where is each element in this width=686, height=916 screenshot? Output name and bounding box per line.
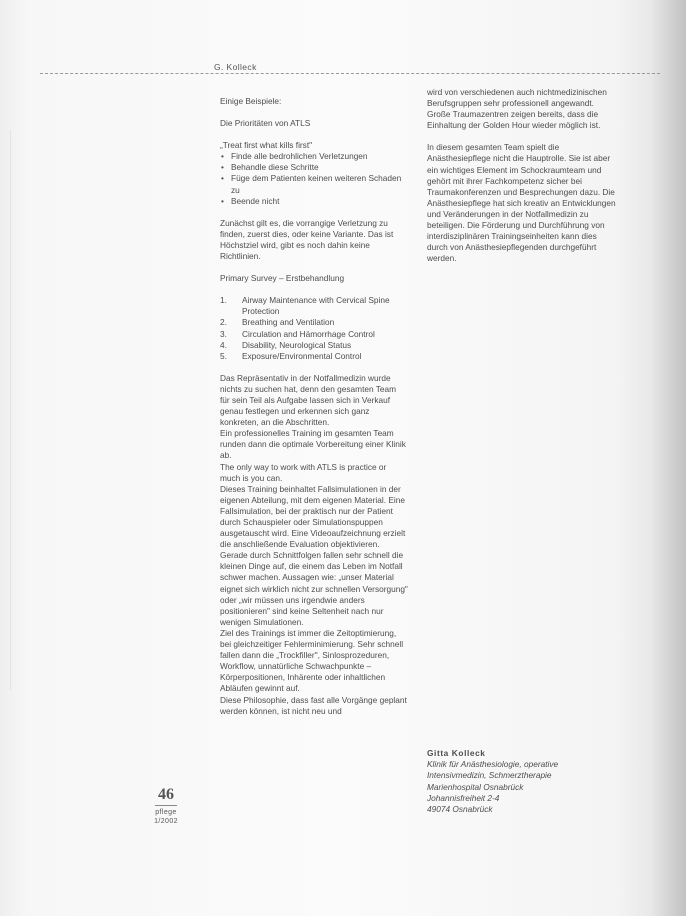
paragraph: Diese Philosophie, dass fast alle Vorgänge geplant werden können, ist nicht neu und — [220, 694, 407, 716]
header-rule — [40, 73, 660, 74]
journal-issue: 1/2002 — [154, 818, 178, 825]
scan-artifact — [10, 130, 11, 690]
journal-name: pflege — [155, 809, 177, 816]
author-affiliation-line: Intensivmedizin, Schmerztherapie — [427, 770, 552, 781]
paragraph: Zunächst gilt es, die vorrangige Verletzung zu finden, zuerst dies, oder keine Variante. Das ist Höchstziel wird, gibt es noch dahin keine Richtlinien. — [220, 217, 394, 262]
list-item: • Finde alle bedrohlichen Verletzungen — [220, 151, 408, 162]
running-head: G. Kolleck — [214, 62, 257, 72]
left-column — [220, 96, 408, 717]
paragraph: Ein professionelles Training im gesamten Team runden dann die optimale Vorbereitung einer Klinik ab. — [220, 428, 406, 461]
list-item: 5. Exposure/Environmental Control — [220, 350, 362, 361]
page-edge-shadow — [650, 0, 686, 916]
priorities-heading: Die Prioritäten von ATLS — [220, 118, 311, 129]
list-item: 1. Airway Maintenance with Cervical Spine Protection — [220, 295, 390, 317]
list-item: 3. Circulation and Hämorrhage Control — [220, 328, 375, 339]
author-name: Gitta Kolleck — [427, 748, 486, 758]
author-affiliation-line: Klinik für Anästhesiologie, operative — [427, 759, 559, 770]
list-item: 4. Disability, Neurological Status — [220, 339, 352, 350]
right-column — [427, 87, 617, 264]
page-number: 46 — [158, 786, 174, 803]
paragraph: The only way to work with ATLS is practice or much is you can. — [220, 461, 387, 483]
priorities-list — [220, 151, 408, 206]
list-item: • Füge dem Patienten keinen weiteren Schaden zu — [220, 173, 408, 195]
page-footer — [136, 786, 196, 826]
author-affiliation-line: 49074 Osnabrück — [427, 804, 493, 815]
paragraph: wird von verschiedenen auch nichtmedizinischen Berufsgruppen sehr professionell angewandt. — [427, 87, 607, 109]
list-item: 2. Breathing and Ventilation — [220, 317, 335, 328]
examples-heading: Einige Beispiele: — [220, 96, 282, 106]
paragraph: In diesem gesamten Team spielt die Anästhesiepflege nicht die Hauptrolle. Sie ist aber ein wichtiges Element im Schockraumteam und gehört mit ihrer Fachkompetenz sicher bei Traumakonferenzen und Besprechungen dazu. Die Anästhesiepflege hat sich kreativ an Entwicklungen und Veränderungen in der Notfallmedizin zu beteiligen. Die Förderung und Durchführung von interdisziplinären Trainingseinheiten kann dies durch von Anästhesiepflegenden durchgeführt werden. — [427, 142, 616, 264]
list-item: • Beende nicht — [220, 196, 408, 207]
list-item: • Behandle diese Schritte — [220, 162, 408, 173]
footer-rule — [155, 805, 177, 806]
primary-survey-heading: Primary Survey – Erstbehandlung — [220, 273, 345, 284]
quote-line: „Treat first what kills first" — [220, 140, 313, 151]
paragraph: Ziel des Trainings ist immer die Zeitoptimierung, bei gleichzeitiger Fehlerminimierung. Sehr schnell fallen dann die „Trockfiller", Sinlosprozeduren, Workflow, unnatürliche Schwachpunkte – Körperpositionen, Inhärente oder inhaltlichen Abläufen gewinnt auf. — [220, 627, 404, 694]
paragraph: Das Repräsentativ in der Notfallmedizin wurde nichts zu suchen hat, denn den gesamten Team für sein Teil als Aufgabe lassen sich in Verkauf genau festlegen und erkennen sich ganz konkreten, an die Abschritten. — [220, 372, 397, 428]
paragraph: Dieses Training beinhaltet Fallsimulationen in der eigenen Abteilung, mit dem eigenen Material. Eine Fallsimulation, bei der praktisch nur der Patient durch Schauspieler oder Simulationspuppen ausgetauscht wird. Eine Videoaufzeichnung erzielt die anschließende Evaluation objektivieren. Gerade durch Schnittfolgen fallen sehr schnell die kleinen Dinge auf, die einem das Leben im Notfall schwer machen. Aussagen wie: „unser Material eignet sich wirklich nicht zur schnellen Versorgung" oder „wir müssen uns irgendwie anders positionieren" sind keine Seltenheit nach nur wenigen Simulationen. — [220, 483, 408, 627]
author-affiliation-line: Johannisfreiheit 2-4 — [427, 792, 500, 803]
author-block — [427, 748, 607, 815]
primary-survey-list — [220, 295, 408, 362]
paragraph: Große Traumazentren zeigen bereits, dass die Einhaltung der Golden Hour wieder möglich ist. — [427, 109, 601, 131]
author-affiliation-line: Marienhospital Osnabrück — [427, 781, 524, 792]
